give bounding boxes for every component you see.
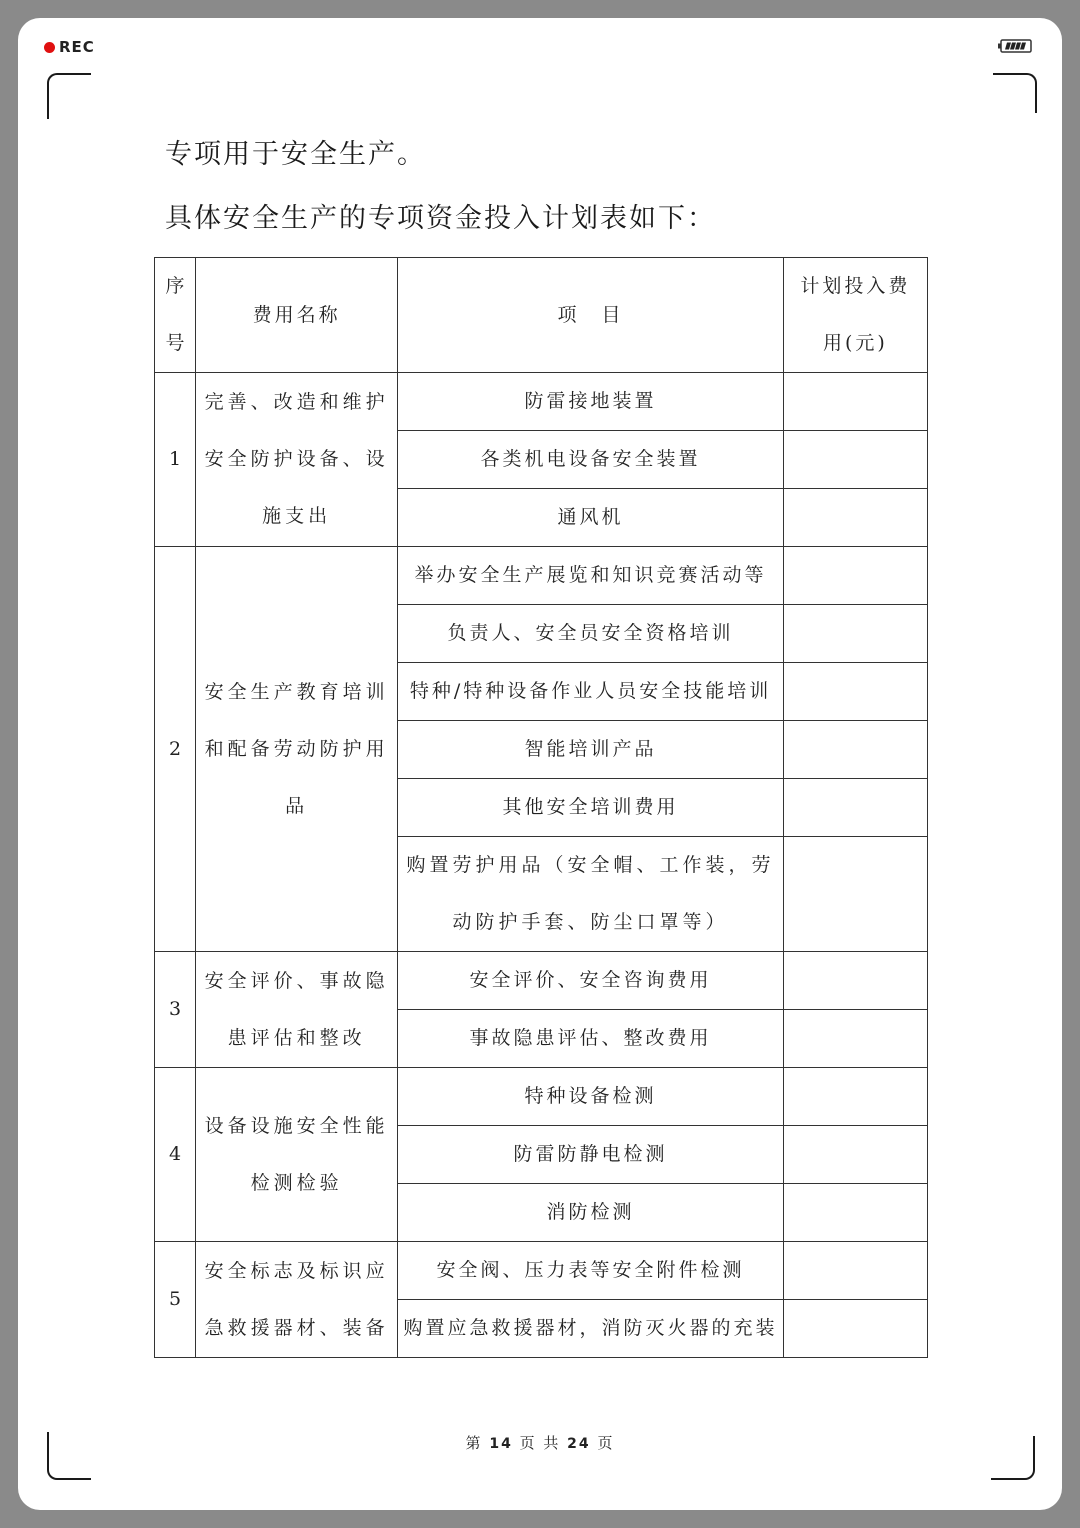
item-cell: 消防检测 xyxy=(398,1184,783,1242)
planned-cost-cell[interactable] xyxy=(783,1184,927,1242)
item-cell: 安全评价、安全咨询费用 xyxy=(398,952,783,1010)
table-row xyxy=(155,547,928,605)
body-text-line: 专项用于安全生产。 xyxy=(165,139,426,170)
rec-label: REC xyxy=(59,38,95,56)
item-cell: 购置应急救援器材，消防灭火器的充装 xyxy=(398,1300,783,1358)
expense-name-cell: 安全评价、事故隐患评估和整改 xyxy=(196,952,398,1068)
expense-name-cell: 设备设施安全性能检测检验 xyxy=(196,1068,398,1242)
table-row xyxy=(155,373,928,431)
item-cell: 特种设备检测 xyxy=(398,1068,783,1126)
seq-cell: 2 xyxy=(155,547,196,952)
table-row xyxy=(155,952,928,1010)
item-cell: 负责人、安全员安全资格培训 xyxy=(398,605,783,663)
item-cell: 通风机 xyxy=(398,489,783,547)
item-cell: 防雷防静电检测 xyxy=(398,1126,783,1184)
expense-name-cell: 完善、改造和维护安全防护设备、设施支出 xyxy=(196,373,398,547)
table-header-row xyxy=(155,258,928,373)
planned-cost-cell[interactable] xyxy=(783,605,927,663)
planned-cost-cell[interactable] xyxy=(783,1068,927,1126)
planned-cost-cell[interactable] xyxy=(783,1300,927,1358)
planned-cost-cell[interactable] xyxy=(783,779,927,837)
header-name xyxy=(196,258,398,373)
header-cost xyxy=(783,258,927,373)
footer-total-pages: 24 xyxy=(567,1436,591,1452)
item-cell: 举办安全生产展览和知识竞赛活动等 xyxy=(398,547,783,605)
viewfinder-corner-top-left xyxy=(47,73,91,119)
page-footer xyxy=(0,1432,1080,1453)
safety-fund-plan-table xyxy=(154,257,928,1358)
record-dot-icon xyxy=(44,42,55,53)
planned-cost-cell[interactable] xyxy=(783,952,927,1010)
planned-cost-cell[interactable] xyxy=(783,721,927,779)
table-row xyxy=(155,1068,928,1126)
item-cell: 购置劳护用品（安全帽、工作装，劳动防护手套、防尘口罩等） xyxy=(398,837,783,952)
item-cell: 防雷接地装置 xyxy=(398,373,783,431)
seq-cell: 1 xyxy=(155,373,196,547)
header-seq-label: 序号 xyxy=(165,275,185,354)
planned-cost-cell[interactable] xyxy=(783,837,927,952)
planned-cost-cell[interactable] xyxy=(783,1010,927,1068)
table-row xyxy=(155,1242,928,1300)
expense-name-cell: 安全生产教育培训和配备劳动防护用品 xyxy=(196,547,398,952)
planned-cost-cell[interactable] xyxy=(783,373,927,431)
item-cell: 事故隐患评估、整改费用 xyxy=(398,1010,783,1068)
seq-cell: 4 xyxy=(155,1068,196,1242)
body-text-line: 具体安全生产的专项资金投入计划表如下： xyxy=(165,203,716,234)
planned-cost-cell[interactable] xyxy=(783,1242,927,1300)
recording-indicator xyxy=(44,38,95,56)
planned-cost-cell[interactable] xyxy=(783,489,927,547)
seq-cell: 5 xyxy=(155,1242,196,1358)
header-item xyxy=(398,258,783,373)
header-item-label: 项 目 xyxy=(557,303,624,326)
footer-middle: 页 共 xyxy=(519,1434,561,1452)
item-cell: 其他安全培训费用 xyxy=(398,779,783,837)
viewfinder-corner-top-right xyxy=(993,73,1037,113)
planned-cost-cell[interactable] xyxy=(783,547,927,605)
item-cell: 特种/特种设备作业人员安全技能培训 xyxy=(398,663,783,721)
item-cell: 各类机电设备安全装置 xyxy=(398,431,783,489)
battery-icon xyxy=(997,39,1033,53)
seq-cell: 3 xyxy=(155,952,196,1068)
footer-suffix: 页 xyxy=(597,1434,615,1452)
expense-name-cell: 安全标志及标识应急救援器材、装备 xyxy=(196,1242,398,1358)
footer-page-number: 14 xyxy=(489,1436,513,1452)
item-cell: 安全阀、压力表等安全附件检测 xyxy=(398,1242,783,1300)
planned-cost-cell[interactable] xyxy=(783,663,927,721)
item-cell: 智能培训产品 xyxy=(398,721,783,779)
planned-cost-cell[interactable] xyxy=(783,431,927,489)
header-seq xyxy=(155,258,196,373)
planned-cost-cell[interactable] xyxy=(783,1126,927,1184)
header-name-label: 费用名称 xyxy=(252,303,341,326)
header-cost-label: 计划投入费用(元) xyxy=(800,275,911,354)
footer-prefix: 第 xyxy=(465,1434,483,1452)
